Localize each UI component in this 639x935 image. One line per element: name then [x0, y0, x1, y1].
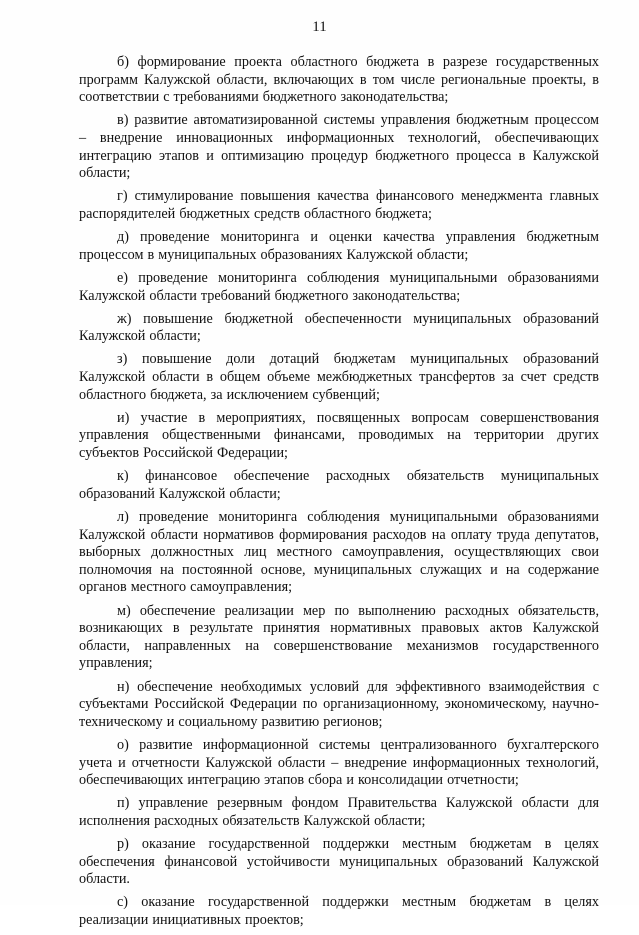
list-item-zh: ж) повышение бюджетной обеспеченности муниципальных образований Калужской области;	[79, 310, 599, 345]
list-item-s: с) оказание государственной поддержки местным бюджетам в целях реализации инициативных проектов;	[79, 894, 599, 929]
list-item-z: з) повышение доли дотаций бюджетам муниципальных образований Калужской области в общем объеме межбюджетных трансфертов за счет средств областного бюджета, за исключением субвенций;	[79, 351, 599, 403]
list-item-m: м) обеспечение реализации мер по выполнению расходных обязательств, возникающих в результате принятия нормативных правовых актов Калужской области, направленных на совершенствование механизмов государственного управления;	[79, 602, 599, 672]
list-item-r: р) оказание государственной поддержки местным бюджетам в целях обеспечения финансовой устойчивости муниципальных образований Калужской области.	[79, 836, 599, 888]
list-item-e: е) проведение мониторинга соблюдения муниципальными образованиями Калужской области требований бюджетного законодательства;	[79, 269, 599, 304]
list-item-k: к) финансовое обеспечение расходных обязательств муниципальных образований Калужской области;	[79, 468, 599, 502]
list-item-n: н) обеспечение необходимых условий для эффективного взаимодействия с субъектами Российской Федерации по организационному, экономическому, научно-техническому и социальному развитию регионов;	[79, 678, 599, 730]
list-item-v: в) развитие автоматизированной системы управления бюджетным процессом – внедрение инновационных информационных технологий, обеспечивающих интеграцию этапов и оптимизацию процедур бюджетного процесса в Калужской области;	[79, 112, 599, 182]
list-item-l: л) проведение мониторинга соблюдения муниципальными образованиями Калужской области нормативов формирования расходов на оплату труда депутатов, выборных должностных лиц местного самоуправления, осуществляющих свои полномочия на постоянной основе, муниципальных служащих и на содержание органов местного самоуправления;	[79, 509, 599, 596]
list-item-g: г) стимулирование повышения качества финансового менеджмента главных распорядителей бюджетных средств областного бюджета;	[79, 188, 599, 222]
document-body	[79, 54, 599, 935]
page-number: 11	[312, 19, 327, 35]
list-item-i: и) участие в мероприятиях, посвященных вопросам совершенствования управления общественными финансами, проводимых на территории других субъектов Российской Федерации;	[79, 409, 599, 462]
list-item-b: б) формирование проекта областного бюджета в разрезе государственных программ Калужской области, включающих в том числе региональные проекты, в соответствии с требованиями бюджетного законодательства;	[79, 54, 599, 106]
list-item-o: о) развитие информационной системы централизованного бухгалтерского учета и отчетности Калужской области – внедрение информационных технологий, обеспечивающих интеграцию этапов сбора и консолидации отчетности;	[79, 736, 599, 789]
list-item-d: д) проведение мониторинга и оценки качества управления бюджетным процессом в муниципальных образованиях Калужской области;	[79, 229, 599, 263]
list-item-p: п) управление резервным фондом Правительства Калужской области для исполнения расходных обязательств Калужской области;	[79, 795, 599, 829]
